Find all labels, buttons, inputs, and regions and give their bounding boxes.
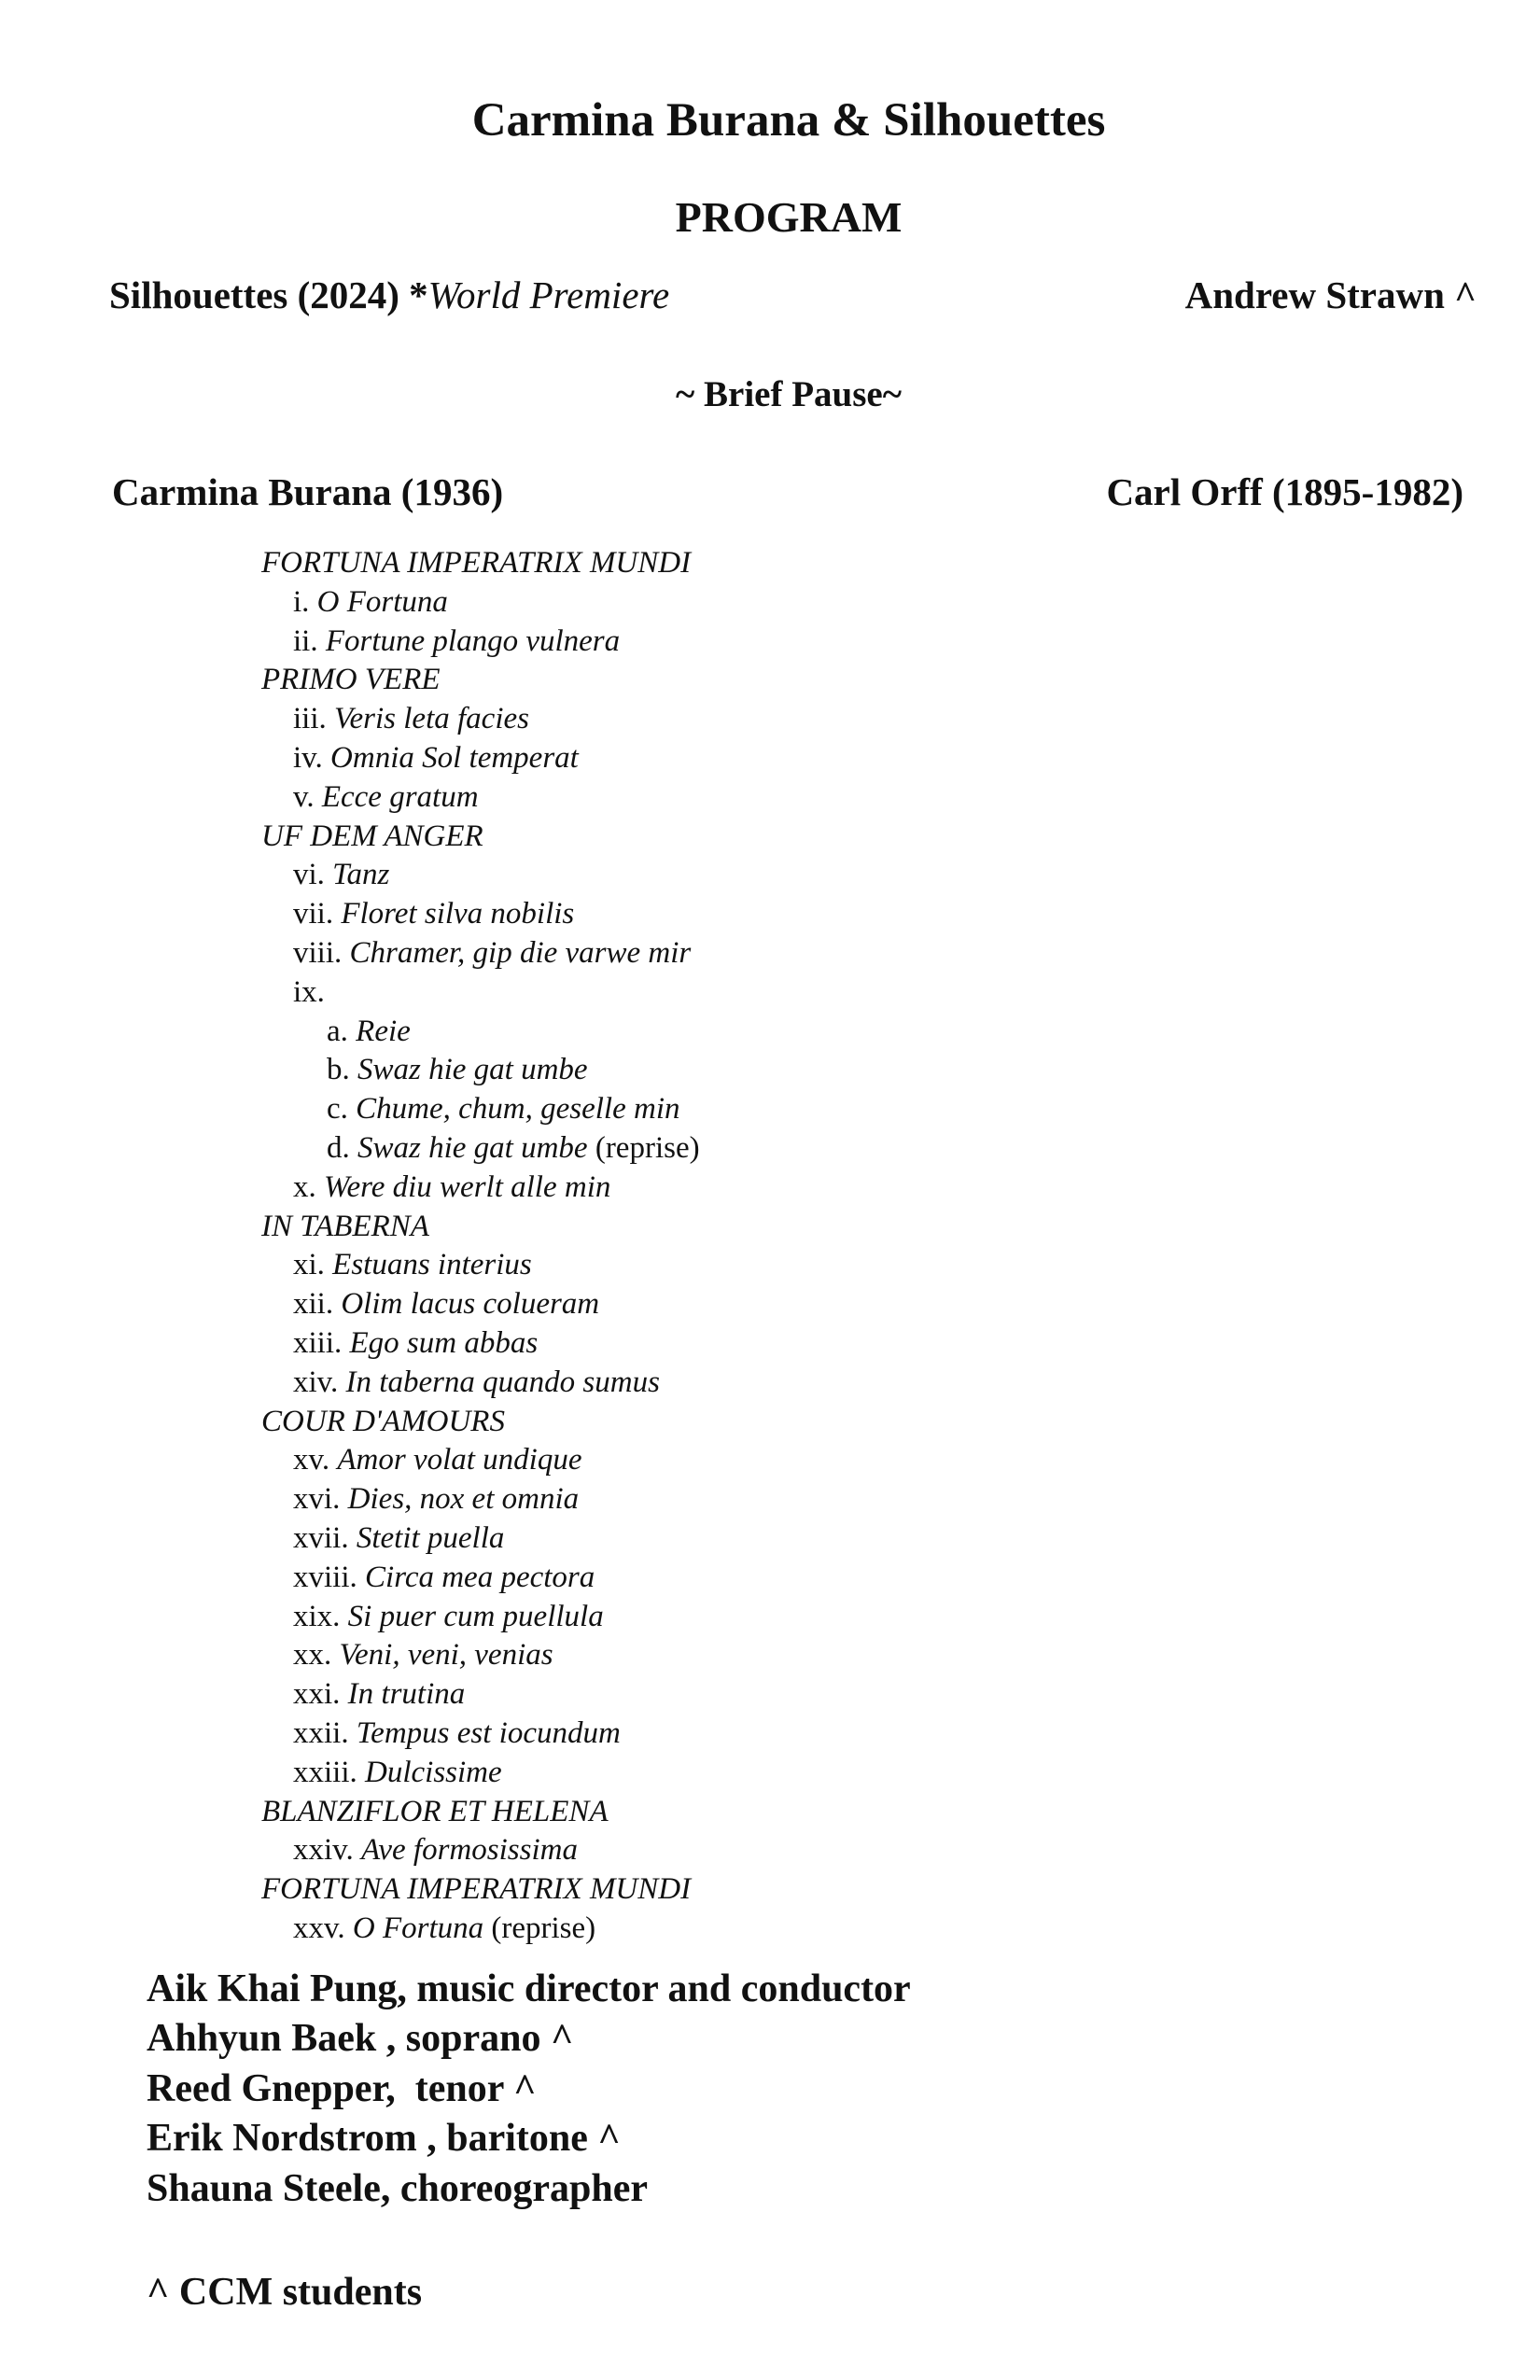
- work-title-text: Silhouettes (2024) *: [109, 273, 428, 316]
- movement-title: O Fortuna: [316, 584, 448, 619]
- movement-title: Tempus est iocundum: [356, 1715, 621, 1750]
- movement-number: xiv.: [293, 1365, 339, 1399]
- work-composer: Carl Orff (1895-1982): [1106, 470, 1463, 513]
- movement-suffix: (reprise): [595, 1130, 700, 1165]
- movement-item: [261, 778, 700, 818]
- movement-title: Chume, chum, geselle min: [356, 1092, 680, 1127]
- movement-number: a.: [327, 1014, 348, 1048]
- movement-title: Circa mea pectora: [365, 1560, 595, 1594]
- movement-number: v.: [293, 779, 315, 814]
- movement-item: [261, 700, 700, 739]
- movement-title: In trutina: [347, 1677, 466, 1712]
- credit-line: Aik Khai Pung, music director and conductor: [147, 1967, 911, 2010]
- movement-title: Floret silva nobilis: [341, 897, 575, 931]
- movement-item: [261, 1441, 700, 1480]
- movement-title: O Fortuna: [352, 1911, 484, 1945]
- movement-number: xiii.: [293, 1325, 343, 1360]
- work-title: [109, 273, 669, 317]
- work-note: World Premiere: [427, 273, 670, 316]
- movement-title: Omnia Sol temperat: [330, 740, 579, 775]
- movement-item: [261, 1169, 700, 1208]
- movement-item: [261, 1013, 700, 1052]
- movement-title: Fortune plango vulnera: [325, 623, 621, 658]
- movement-item: [261, 856, 700, 895]
- movement-number: ii.: [293, 623, 318, 658]
- movement-number: iii.: [293, 702, 327, 736]
- movement-number: xviii.: [293, 1560, 357, 1594]
- movement-item: [261, 1715, 700, 1754]
- movement-number: i.: [293, 584, 310, 619]
- credit-line: Reed Gnepper, tenor ^: [147, 2066, 537, 2110]
- page-title: Carmina Burana & Silhouettes: [471, 94, 1106, 147]
- movement-number: xi.: [293, 1248, 325, 1282]
- section-title: COUR D'AMOURS: [261, 1404, 505, 1438]
- movement-item: [261, 583, 700, 623]
- movement-title: Veni, veni, venias: [339, 1638, 553, 1673]
- movement-item: [261, 1831, 700, 1870]
- movement-item: [261, 1910, 700, 1949]
- movement-title: Ego sum abbas: [349, 1325, 539, 1360]
- movement-number: vi.: [293, 858, 325, 892]
- credit-line: Ahhyun Baek , soprano ^: [147, 2017, 574, 2061]
- credit-line: Shauna Steele, choreographer: [147, 2166, 649, 2210]
- movement-item: [261, 973, 700, 1013]
- movement-title: Tanz: [332, 858, 390, 892]
- movement-number: ix.: [293, 974, 325, 1009]
- brief-pause: ~ Brief Pause~: [675, 374, 903, 414]
- movement-section: [261, 544, 700, 583]
- movement-number: c.: [327, 1092, 348, 1127]
- credits-list: [147, 1965, 911, 2214]
- movement-item: [261, 1129, 700, 1169]
- movement-title: Reie: [356, 1014, 411, 1048]
- movement-item: [261, 623, 700, 662]
- movement-number: xxi.: [293, 1677, 341, 1712]
- movement-number: iv.: [293, 740, 323, 775]
- movement-title: Were diu werlt alle min: [324, 1169, 611, 1204]
- movement-number: xix.: [293, 1599, 341, 1633]
- work-title: [112, 469, 503, 514]
- movement-number: x.: [293, 1169, 316, 1204]
- movement-number: xii.: [293, 1287, 334, 1322]
- movement-item: [261, 1636, 700, 1675]
- credit-line: Erik Nordstrom , baritone ^: [147, 2117, 621, 2161]
- movement-item: [261, 1364, 700, 1403]
- section-title: BLANZIFLOR ET HELENA: [261, 1794, 609, 1828]
- work-composer: Andrew Strawn ^: [1184, 273, 1477, 316]
- movement-title: Dies, nox et omnia: [347, 1482, 580, 1517]
- movement-item: [261, 934, 700, 973]
- movement-number: vii.: [293, 897, 334, 931]
- movement-title: Amor volat undique: [337, 1443, 582, 1477]
- movement-title: Dulcissime: [365, 1755, 502, 1789]
- section-title: FORTUNA IMPERATRIX MUNDI: [261, 1872, 692, 1907]
- movement-number: xxv.: [293, 1911, 345, 1945]
- movement-number: b.: [327, 1053, 350, 1087]
- movement-section: [261, 1208, 700, 1247]
- movement-title: Si puer cum puellula: [347, 1599, 604, 1633]
- movement-item: [261, 1480, 700, 1519]
- movement-number: xxiv.: [293, 1833, 354, 1868]
- movement-item: [261, 895, 700, 934]
- movement-number: viii.: [293, 935, 343, 970]
- movement-title: Olim lacus colueram: [341, 1287, 600, 1322]
- movement-suffix: (reprise): [491, 1911, 596, 1945]
- section-title: IN TABERNA: [261, 1209, 429, 1243]
- movement-item: [261, 1675, 700, 1715]
- movement-section: [261, 661, 700, 700]
- movement-item: [261, 1051, 700, 1090]
- work-row-carmina: [0, 469, 1540, 525]
- movement-number: xvii.: [293, 1520, 349, 1555]
- movement-title: Ecce gratum: [321, 779, 479, 814]
- movement-title: In taberna quando sumus: [345, 1365, 660, 1399]
- movement-title: Swaz hie gat umbe: [357, 1053, 588, 1087]
- work-row-silhouettes: [0, 273, 1540, 329]
- movement-item: [261, 739, 700, 778]
- movement-section: [261, 1870, 700, 1910]
- movement-number: xxiii.: [293, 1755, 357, 1789]
- movement-number: xx.: [293, 1638, 332, 1673]
- movement-section: [261, 818, 700, 857]
- movement-title: Swaz hie gat umbe: [357, 1130, 588, 1165]
- movement-number: xxii.: [293, 1715, 349, 1750]
- movement-section: [261, 1793, 700, 1832]
- movement-title: Stetit puella: [356, 1520, 505, 1555]
- section-title: UF DEM ANGER: [261, 819, 483, 853]
- section-title: FORTUNA IMPERATRIX MUNDI: [261, 546, 692, 580]
- section-title: PRIMO VERE: [261, 663, 441, 697]
- movement-title: Ave formosissima: [361, 1833, 578, 1868]
- movement-list: [261, 544, 700, 1949]
- work-title-text: Carmina Burana (1936): [112, 470, 504, 513]
- movement-item: [261, 1754, 700, 1793]
- movement-item: [261, 1090, 700, 1129]
- program-heading: PROGRAM: [675, 193, 903, 241]
- movement-section: [261, 1403, 700, 1442]
- movement-item: [261, 1519, 700, 1559]
- movement-item: [261, 1559, 700, 1598]
- movement-number: d.: [327, 1130, 350, 1165]
- movement-item: [261, 1246, 700, 1285]
- movement-number: xvi.: [293, 1482, 341, 1517]
- movement-title: Estuans interius: [332, 1248, 532, 1282]
- footnote: ^ CCM students: [147, 2271, 423, 2314]
- movement-item: [261, 1598, 700, 1637]
- movement-number: xv.: [293, 1443, 330, 1477]
- movement-title: Chramer, gip die varwe mir: [349, 935, 692, 970]
- movement-item: [261, 1285, 700, 1324]
- movement-title: Veris leta facies: [334, 702, 529, 736]
- movement-item: [261, 1324, 700, 1364]
